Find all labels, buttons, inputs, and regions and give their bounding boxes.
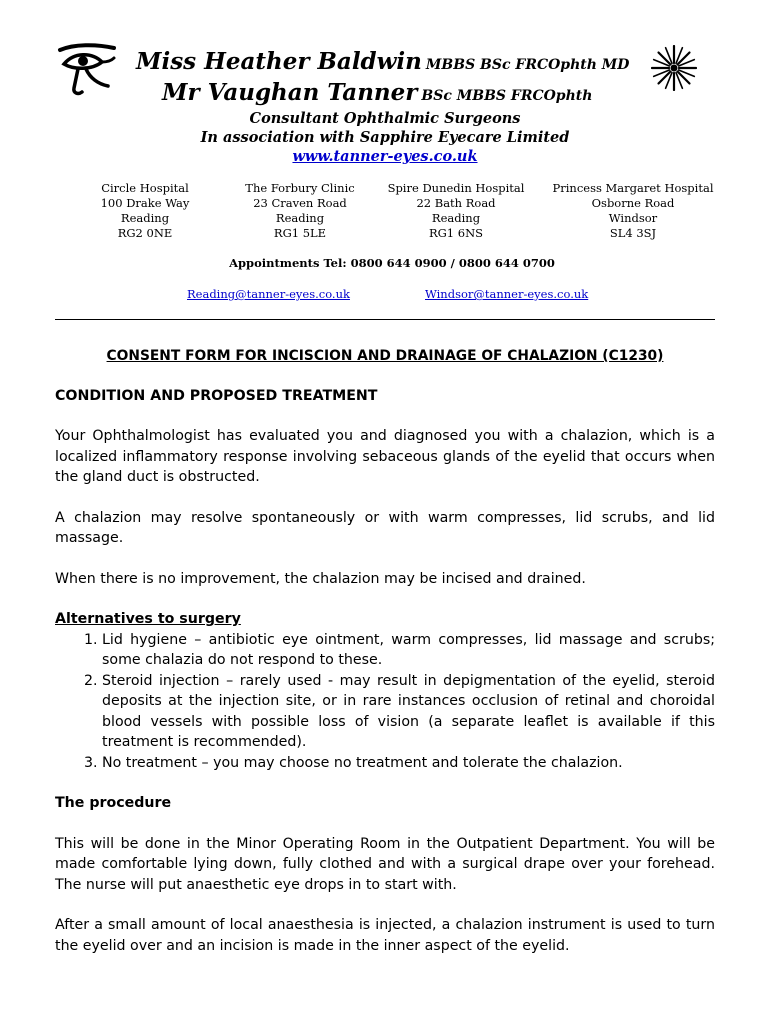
paragraph: This will be done in the Minor Operating Room in the Outpatient Department. You will be made comfortable lying down, fully clothed and with a surgical drape over your forehead. The nurse will put anaesthetic eye drops in to start with.	[55, 835, 715, 893]
surgeon-name-1	[136, 48, 629, 75]
email-windsor-link[interactable]: Windsor@tanner-eyes.co.uk	[425, 287, 589, 301]
address-name: Princess Margaret Hospital	[552, 181, 714, 195]
address-postcode: SL4 3SJ	[609, 226, 657, 240]
surgeon-name-2	[162, 79, 592, 106]
starburst-icon	[651, 45, 697, 91]
address-block	[230, 181, 370, 241]
address-name: Circle Hospital	[101, 181, 189, 195]
address-town: Windsor	[608, 211, 658, 225]
surgeon-name-1-text: Miss Heather Baldwin	[136, 48, 422, 75]
address-town: Reading	[431, 211, 481, 225]
surgeon-qualifications-2: BSc MBBS FRCOphth	[421, 88, 593, 104]
paragraph: Your Ophthalmologist has evaluated you and diagnosed you with a chalazion, which is a localized inflammatory response involving sebaceous glands of the eyelid that occurs when the gland duct is obstructed.	[55, 428, 715, 485]
address-postcode: RG2 0NE	[117, 226, 173, 240]
address-name: The Forbury Clinic	[245, 181, 355, 195]
eye-of-horus-icon	[56, 40, 118, 98]
address-block	[543, 181, 723, 241]
list-item: 2. Steroid injection – rarely used - may result in depigmentation of the eyelid, steroid deposits at the injection site, or in rare instances occlusion of retinal and choroidal blood vessels with possible loss of vision (a separate leaflet is available if this treatment is recommended).	[102, 671, 715, 753]
appointments-phone: Appointments Tel: 0800 644 0900 / 0800 644 0700	[229, 256, 555, 270]
address-name: Spire Dunedin Hospital	[387, 181, 525, 195]
website-link[interactable]: www.tanner-eyes.co.uk	[292, 148, 478, 165]
surgeon-name-2-text: Mr Vaughan Tanner	[162, 79, 418, 106]
address-line: 100 Drake Way	[100, 196, 190, 210]
procedure-heading: The procedure	[55, 795, 172, 811]
paragraph: When there is no improvement, the chalazion may be incised and drained.	[55, 570, 586, 587]
address-postcode: RG1 6NS	[428, 226, 484, 240]
address-postcode: RG1 5LE	[273, 226, 327, 240]
alternatives-heading: Alternatives to surgery	[55, 611, 241, 627]
address-line: 22 Bath Road	[416, 196, 496, 210]
address-line: Osborne Road	[591, 196, 675, 210]
address-block	[381, 181, 531, 241]
surgeon-qualifications-1: MBBS BSc FRCOphth MD	[425, 57, 630, 73]
paragraph: A chalazion may resolve spontaneously or with warm compresses, lid scrubs, and lid massage.	[55, 509, 715, 546]
consent-form-body	[55, 346, 715, 976]
address-line: 23 Craven Road	[253, 196, 347, 210]
list-item: 1. Lid hygiene – antibiotic eye ointment, warm compresses, lid massage and scrubs; some chalazia do not respond to these.	[102, 630, 715, 671]
header-divider	[55, 319, 715, 320]
association-subtitle: In association with Sapphire Eyecare Limited	[200, 129, 570, 146]
form-title: CONSENT FORM FOR INCISCION AND DRAINAGE OF CHALAZION (C1230)	[106, 348, 664, 364]
paragraph: After a small amount of local anaesthesia is injected, a chalazion instrument is used to turn the eyelid over and an incision is made in the inner aspect of the eyelid.	[55, 917, 715, 954]
email-reading-link[interactable]: Reading@tanner-eyes.co.uk	[187, 287, 350, 301]
alternatives-list	[55, 630, 715, 774]
practice-subtitle: Consultant Ophthalmic Surgeons	[249, 110, 521, 127]
address-town: Reading	[120, 211, 170, 225]
address-town: Reading	[275, 211, 325, 225]
letterhead	[0, 0, 770, 330]
section-heading: CONDITION AND PROPOSED TREATMENT	[55, 387, 378, 404]
address-block	[85, 181, 205, 241]
list-item: 3. No treatment – you may choose no treatment and tolerate the chalazion.	[102, 753, 715, 774]
